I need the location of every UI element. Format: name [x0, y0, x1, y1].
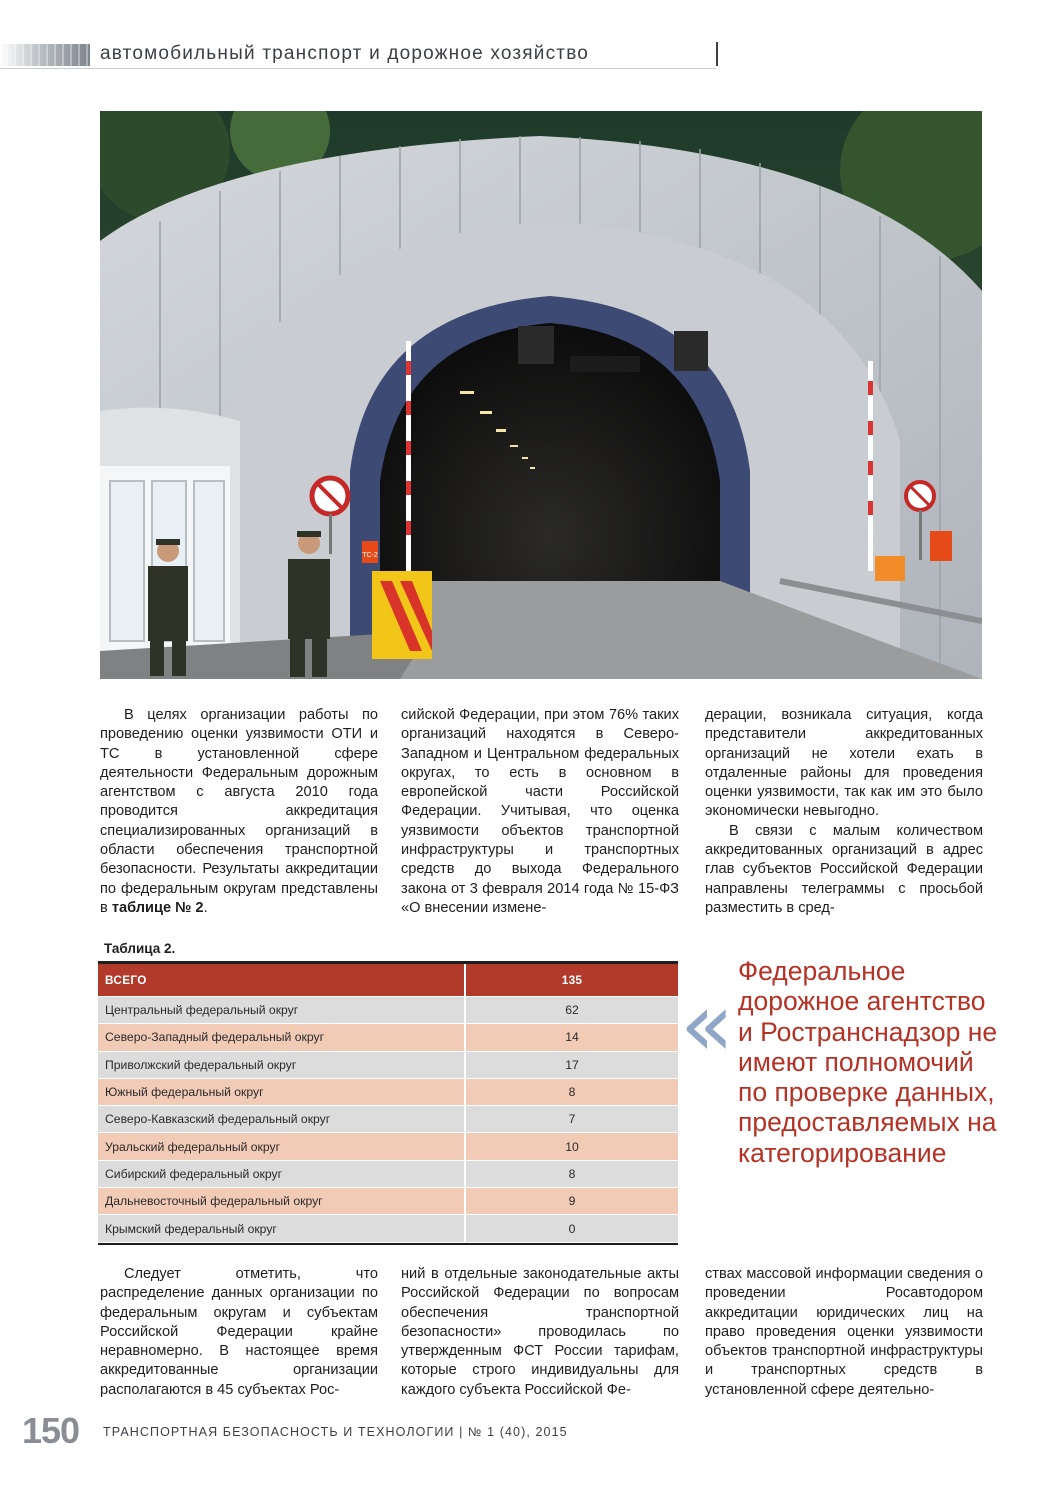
table-cell-district: Северо-Западный федеральный округ: [98, 1024, 466, 1050]
table-header-row: [98, 964, 678, 997]
table-caption: Таблица 2.: [104, 941, 176, 956]
body-text-col3-bottom: ствах массовой информации сведения о проведении Росавтодором аккредитации юридических лиц на право проведения оценки уязвимости объектов транспортной инфраструктуры и транспортных средств в установленной сфере деятельно-: [705, 1266, 983, 1398]
table-cell-district: Уральский федеральный округ: [98, 1133, 466, 1159]
tunnel-photo: [100, 111, 982, 679]
table-row: [98, 1133, 678, 1160]
pull-quote: Федеральное дорожное агентство и Ространснадзор не имеют полномочий по проверке данных, предоставляемых на категорирование: [738, 956, 998, 1168]
table-row: [98, 997, 678, 1024]
table-cell-district: Приволжский федеральный округ: [98, 1052, 466, 1078]
table-cell-district: Дальневосточный федеральный округ: [98, 1188, 466, 1214]
table-header-name: ВСЕГО: [98, 964, 466, 996]
sign-label: ТС-2: [362, 552, 378, 559]
table-row: [98, 1052, 678, 1079]
quote-mark-icon: «: [680, 973, 734, 1076]
body-text-col2-top: сийской Федерации, при этом 76% таких организаций находятся в Северо-Западном и Центральном федеральных округах, то есть в основном в европейской части Российской Федерации. Учитывая, что оценка уязвимости объектов транспортной инфраструктуры и транспортных средств до выхода Федерального закона от 3 февраля 2014 года № 15-ФЗ «О внесении измене-: [401, 707, 679, 916]
table-cell-count: 62: [565, 1003, 579, 1018]
table-cell-count: 8: [568, 1085, 576, 1100]
body-text-col1-bottom: Следует отметить, что распределение данных организации по федеральным округам и субъектам Российской Федерации крайне неравномерно. В настоящее время аккредитованные организации располагаются в 45 субъектах Рос-: [100, 1266, 378, 1398]
body-text-col2-bottom: ний в отдельные законодательные акты Российской Федерации по вопросам обеспечения транспортной безопасности» проводилась по утвержденным ФСТ России тарифам, которые строго индивидуальны для каждого субъекта Российской Фе-: [401, 1266, 679, 1398]
table-cell-district: Сибирский федеральный округ: [98, 1161, 466, 1187]
table-cell-district: Северо-Кавказский федеральный округ: [98, 1106, 466, 1132]
section-title: автомобильный транспорт и дорожное хозяйство: [100, 43, 590, 64]
table-cell-count: 7: [568, 1112, 576, 1127]
table-cell-district: Южный федеральный округ: [98, 1079, 466, 1105]
table-reference: таблице № 2: [111, 899, 204, 916]
table-row: [98, 1079, 678, 1106]
table-cell-count: 8: [568, 1166, 576, 1181]
table-cell-count: 10: [565, 1139, 579, 1154]
table-row: [98, 1215, 678, 1242]
header-separator: [716, 42, 718, 66]
accreditation-table: [98, 961, 678, 1245]
table-cell-district: Крымский федеральный округ: [98, 1215, 466, 1241]
table-cell-count: 14: [565, 1030, 579, 1045]
table-row: [98, 1106, 678, 1133]
table-row: [98, 1161, 678, 1188]
table-cell-count: 9: [568, 1194, 576, 1209]
body-text-col1-top: В целях организации работы по проведению оценки уязвимости ОТИ и ТС в установленной сфере деятельности Федеральным дорожным агентством с августа 2010 года проводится аккредитация специализированных организаций в области обеспечения транспортной безопасности. Результаты аккредитации по федеральным округам представлены в таблице № 2.: [100, 707, 378, 916]
table-row: [98, 1024, 678, 1051]
table-cell-district: Центральный федеральный округ: [98, 997, 466, 1023]
table-header-value: 135: [561, 973, 583, 987]
header-rule: [0, 68, 716, 69]
header-accent-bar: [0, 44, 90, 66]
table-cell-count: 17: [565, 1057, 579, 1072]
page-number: 150: [22, 1410, 80, 1451]
table-cell-count: 0: [568, 1221, 576, 1236]
table-row: [98, 1188, 678, 1215]
journal-footer: ТРАНСПОРТНАЯ БЕЗОПАСНОСТЬ И ТЕХНОЛОГИИ | № 1 (40), 2015: [103, 1425, 568, 1439]
body-text-col3-top: дерации, возникала ситуация, когда представители аккредитованных организаций не хотели ехать в отдаленные районы для проведения оценки уязвимости, так как им это было экономически невыгодно. В связи с малым количеством аккредитованных организаций в адрес глав субъектов Российской Федерации направлены телеграммы с просьбой разместить в сред-: [705, 707, 983, 916]
